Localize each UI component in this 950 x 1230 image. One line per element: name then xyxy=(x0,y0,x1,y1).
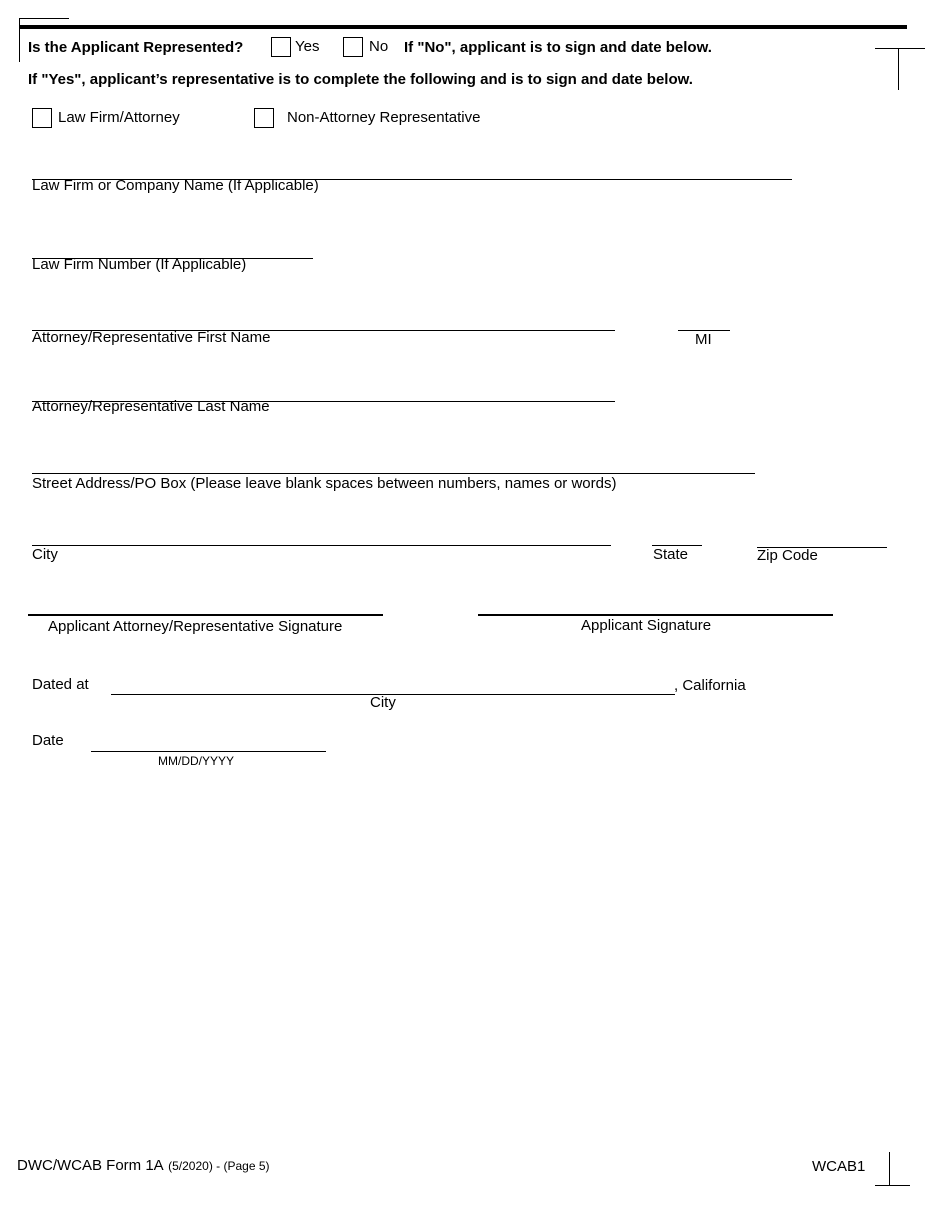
last-name-label: Attorney/Representative Last Name xyxy=(32,398,270,415)
rep-signature-line[interactable] xyxy=(28,614,383,616)
company-name-input[interactable] xyxy=(32,160,790,178)
street-address-label: Street Address/PO Box (Please leave blank spaces between numbers, names or words) xyxy=(32,475,617,492)
footer-form-title xyxy=(17,1158,270,1174)
form-code: WCAB1 xyxy=(812,1158,866,1175)
city-line xyxy=(32,545,611,546)
represented-question: Is the Applicant Represented? xyxy=(28,39,244,56)
yes-checkbox[interactable] xyxy=(271,37,291,57)
no-checkbox[interactable] xyxy=(343,37,363,57)
law-firm-label: Law Firm/Attorney xyxy=(58,109,180,126)
corner-mark-top-right-horizontal xyxy=(875,48,925,49)
applicant-signature-label: Applicant Signature xyxy=(581,617,712,634)
no-label: No xyxy=(369,38,389,55)
state-label: State xyxy=(653,546,689,563)
zip-code-label: Zip Code xyxy=(757,547,818,564)
non-attorney-checkbox[interactable] xyxy=(254,108,274,128)
form-name: DWC/WCAB Form 1A xyxy=(17,1157,164,1174)
corner-mark-top-right-vertical xyxy=(898,48,899,90)
form-meta: (5/2020) - (Page 5) xyxy=(168,1159,270,1173)
date-format-label: MM/DD/YYYY xyxy=(158,754,235,768)
dated-at-city-input[interactable] xyxy=(111,675,673,693)
applicant-signature-line[interactable] xyxy=(478,614,833,616)
street-address-line xyxy=(32,473,755,474)
non-attorney-label: Non-Attorney Representative xyxy=(287,109,481,126)
top-rule xyxy=(19,25,907,29)
corner-mark-top-left-horizontal xyxy=(19,18,69,19)
rep-signature-label: Applicant Attorney/Representative Signature xyxy=(48,618,343,635)
zip-code-input[interactable] xyxy=(757,528,885,546)
dated-at-city-sublabel: City xyxy=(370,694,396,711)
mi-input[interactable] xyxy=(678,311,728,329)
company-name-label: Law Firm or Company Name (If Applicable) xyxy=(32,177,319,194)
corner-mark-bottom-right-vertical xyxy=(889,1152,890,1186)
city-input[interactable] xyxy=(32,526,609,544)
date-input[interactable] xyxy=(91,732,324,750)
state-input[interactable] xyxy=(652,526,700,544)
no-instruction: If "No", applicant is to sign and date below. xyxy=(404,39,712,56)
first-name-label: Attorney/Representative First Name xyxy=(32,329,271,346)
corner-mark-bottom-right-horizontal xyxy=(875,1185,910,1186)
firm-number-label: Law Firm Number (If Applicable) xyxy=(32,256,247,273)
law-firm-checkbox[interactable] xyxy=(32,108,52,128)
yes-instruction: If "Yes", applicant’s representative is to complete the following and is to sign and date below. xyxy=(28,71,693,88)
firm-number-input[interactable] xyxy=(32,239,311,257)
date-label: Date xyxy=(32,732,64,749)
california-label: , California xyxy=(674,677,746,694)
street-address-input[interactable] xyxy=(32,454,753,472)
city-label: City xyxy=(32,546,58,563)
dated-at-label: Dated at xyxy=(32,676,89,693)
date-line xyxy=(91,751,326,752)
mi-label: MI xyxy=(695,331,712,348)
yes-label: Yes xyxy=(295,38,320,55)
first-name-input[interactable] xyxy=(32,311,613,329)
